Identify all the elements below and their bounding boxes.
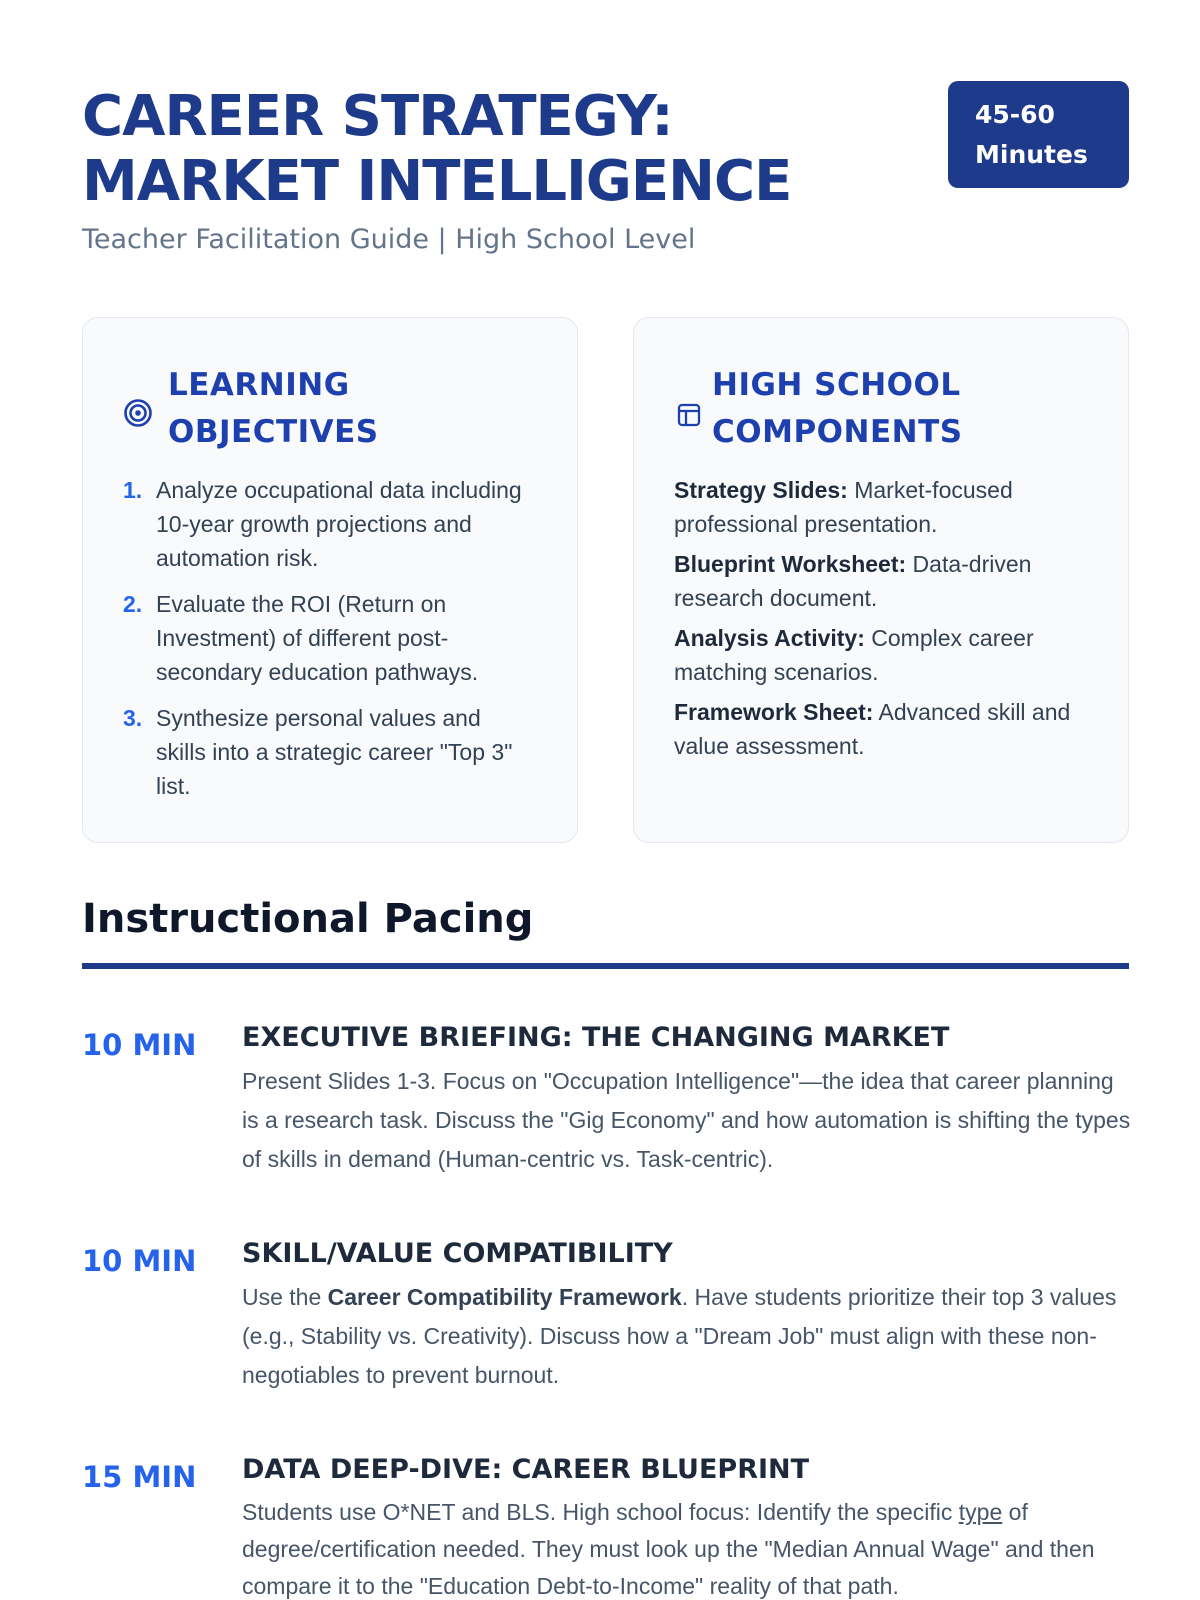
objectives-list	[123, 473, 533, 815]
pacing-body	[242, 1020, 1132, 1179]
components-card	[633, 317, 1129, 843]
duration-unit: Minutes	[975, 140, 1088, 169]
objective-text: Synthesize personal values and skills into a strategic career "Top 3" list.	[156, 705, 513, 799]
component-label: Strategy Slides:	[674, 477, 848, 503]
component-item	[674, 547, 1094, 615]
component-text: Data-driven research document.	[674, 551, 1032, 611]
components-list	[674, 473, 1094, 769]
card-title-line-1: HIGH SCHOOL	[712, 367, 961, 403]
pacing-description	[242, 1494, 1132, 1600]
pacing-section-title: Instructional Pacing	[82, 896, 534, 942]
learning-objectives-card	[82, 317, 578, 843]
pacing-body	[242, 1452, 1132, 1600]
component-text: Complex career matching scenarios.	[674, 625, 1034, 685]
description-text: Students use O*NET and BLS. High school focus: Identify the specific	[242, 1499, 959, 1525]
pacing-body	[242, 1236, 1132, 1395]
framework-name: Career Compatibility Framework	[327, 1284, 682, 1310]
objective-item	[123, 473, 533, 575]
page-subtitle: Teacher Facilitation Guide | High School Level	[82, 224, 696, 255]
objective-number: 3.	[123, 705, 143, 731]
objective-number: 2.	[123, 591, 143, 617]
duration-badge	[948, 81, 1129, 188]
component-text: Advanced skill and value assessment.	[674, 699, 1071, 759]
component-item	[674, 695, 1094, 763]
component-item	[674, 473, 1094, 541]
pacing-description: Present Slides 1-3. Focus on "Occupation Intelligence"—the idea that career planning is a research task. Discuss the "Gig Economy" and how automation is shifting the types of skills in demand (Human-centric vs. Task-centric).	[242, 1068, 1131, 1172]
pacing-time: 15 MIN	[82, 1460, 197, 1494]
card-title-line-2: OBJECTIVES	[168, 414, 379, 450]
emphasized-word: type	[958, 1499, 1003, 1525]
objective-item	[123, 587, 533, 689]
component-label: Blueprint Worksheet:	[674, 551, 907, 577]
target-icon	[123, 398, 153, 428]
pacing-heading: EXECUTIVE BRIEFING: THE CHANGING MARKET	[242, 1022, 950, 1053]
objective-number: 1.	[123, 477, 143, 503]
card-title-line-2: COMPONENTS	[712, 414, 963, 450]
description-text: . Have students prioritize their top 3 values (e.g., Stability vs. Creativity). Discuss how a "Dream Job" must align with these non-negotiables to prevent burnout.	[242, 1284, 1117, 1388]
layout-icon	[674, 400, 704, 430]
pacing-description	[242, 1278, 1132, 1395]
title-line-1: CAREER STRATEGY:	[82, 84, 673, 149]
component-label: Framework Sheet:	[674, 699, 874, 725]
component-label: Analysis Activity:	[674, 625, 865, 651]
pacing-heading: SKILL/VALUE COMPATIBILITY	[242, 1238, 673, 1269]
duration-value: 45-60	[975, 100, 1055, 129]
objective-text: Analyze occupational data including 10-year growth projections and automation risk.	[156, 477, 522, 571]
card-title	[712, 362, 963, 456]
card-title	[168, 362, 379, 456]
component-item	[674, 621, 1094, 689]
component-text: Market-focused professional presentation.	[674, 477, 1013, 537]
title-line-2: MARKET INTELLIGENCE	[82, 149, 792, 214]
objective-item	[123, 701, 533, 803]
pacing-time: 10 MIN	[82, 1028, 197, 1062]
description-text: Use the	[242, 1284, 328, 1310]
pacing-heading: DATA DEEP-DIVE: CAREER BLUEPRINT	[242, 1454, 810, 1485]
section-divider	[82, 963, 1129, 969]
card-title-line-1: LEARNING	[168, 367, 350, 403]
objective-text: Evaluate the ROI (Return on Investment) of different post-secondary education pathways.	[156, 591, 479, 685]
pacing-time: 10 MIN	[82, 1244, 197, 1278]
description-text: of degree/certification needed. They must look up the "Median Annual Wage" and then compare it to the "Education Debt-to-Income" reality of that path.	[242, 1499, 1095, 1599]
